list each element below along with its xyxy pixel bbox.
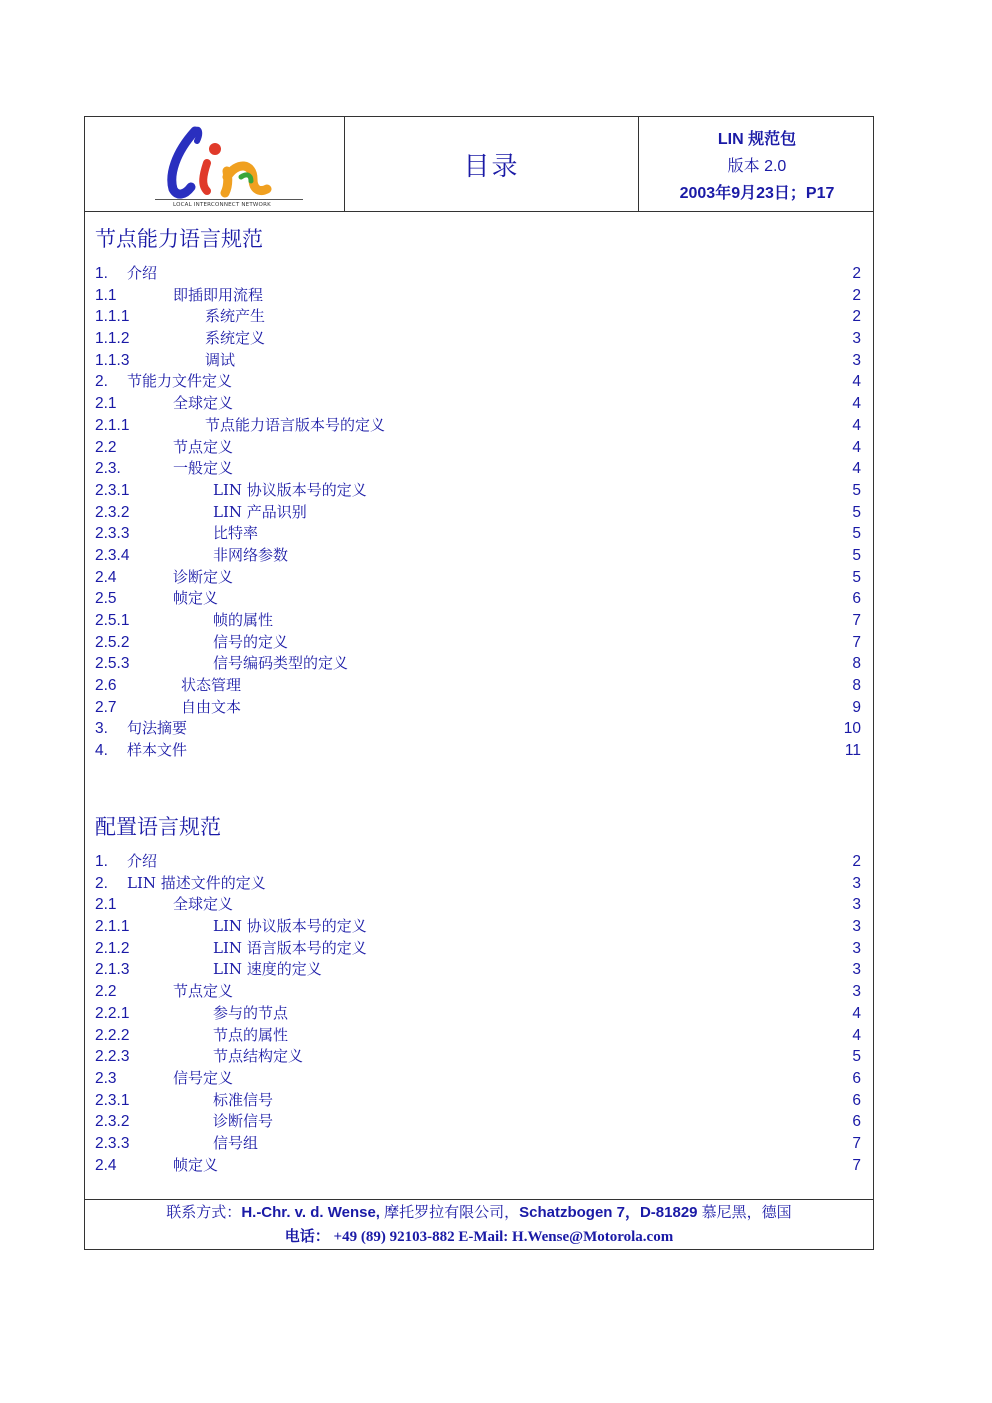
toc-entry[interactable] [95, 916, 861, 938]
toc-entry-page: 3 [852, 961, 861, 979]
toc-entry-label: 帧定义 [173, 589, 219, 608]
toc-entry-page: 3 [852, 351, 861, 369]
toc-entry-label: 信号组 [213, 1133, 259, 1152]
toc-entry-page: 4 [852, 460, 861, 478]
toc-entry-page: 8 [852, 655, 861, 673]
document-frame [84, 116, 874, 1250]
toc-entry-number: 2. [95, 373, 108, 391]
toc-entry[interactable] [95, 1111, 861, 1133]
toc-entry-page: 2 [852, 853, 861, 870]
toc-entry-label: LIN 速度的定义 [213, 960, 322, 979]
toc-entry[interactable] [95, 458, 861, 480]
toc-entry[interactable] [95, 306, 861, 328]
section-title-node-capability: 节点能力语言规范 [95, 227, 263, 251]
toc-entry-label: 信号编码类型的定义 [213, 654, 349, 673]
toc-entry-label: LIN 产品识别 [213, 502, 307, 521]
toc-entry-page: 7 [852, 612, 861, 629]
toc-entry-page: 5 [852, 568, 861, 586]
toc-entry-label: 节点结构定义 [213, 1047, 304, 1066]
toc-entry-page: 6 [852, 1069, 861, 1087]
toc-entry-page: 6 [852, 1113, 861, 1131]
toc-entry-label: 介绍 [127, 264, 158, 282]
toc-entry-page: 4 [852, 1026, 861, 1044]
toc-entry-number: 2.1.3 [95, 961, 130, 979]
toc-entry-label: 即插即用流程 [173, 285, 264, 304]
toc-entry[interactable] [95, 588, 861, 610]
toc-entry[interactable] [95, 610, 861, 632]
toc-entry-label: 帧的属性 [213, 611, 274, 629]
toc-entry-label: LIN 语言版本号的定义 [213, 938, 367, 957]
toc-entry-number: 2.3.1 [95, 1091, 130, 1109]
toc-entry-number: 2.4 [95, 568, 117, 586]
toc-entry[interactable] [95, 545, 861, 567]
toc-entry-label: 参与的节点 [213, 1003, 289, 1022]
toc-entry-page: 5 [852, 1048, 861, 1066]
toc-entry-label: 节能力文件定义 [127, 372, 233, 391]
toc-entry-number: 1.1.2 [95, 330, 130, 348]
toc-entry[interactable] [95, 894, 861, 916]
toc-entry[interactable] [95, 1133, 861, 1155]
toc-entry-number: 2.5.2 [95, 633, 130, 651]
toc-entry[interactable] [95, 697, 861, 719]
toc-entry-number: 2.3.4 [95, 546, 130, 564]
toc-entry[interactable] [95, 1090, 861, 1112]
toc-entry-number: 2.7 [95, 698, 117, 716]
toc-entry[interactable] [95, 263, 861, 285]
toc-entry-label: 诊断信号 [213, 1112, 274, 1131]
toc-entry-number: 2.3.2 [95, 503, 130, 521]
toc-entry-number: 2.3. [95, 460, 121, 478]
toc-entry[interactable] [95, 393, 861, 415]
toc-entry-page: 7 [852, 1134, 861, 1152]
toc-entry-label: LIN 描述文件的定义 [127, 873, 266, 892]
toc-entry[interactable] [95, 523, 861, 545]
toc-entry-page: 4 [852, 1004, 861, 1022]
toc-entry-label: 句法摘要 [127, 719, 188, 738]
toc-entry-label: 状态管理 [181, 676, 242, 695]
toc-entry[interactable] [95, 415, 861, 437]
toc-entry[interactable] [95, 480, 861, 502]
toc-entry-number: 1. [95, 853, 108, 870]
toc-entry-page: 4 [852, 395, 861, 413]
toc-entry-number: 2.4 [95, 1156, 117, 1174]
toc-entry[interactable] [95, 350, 861, 372]
toc-entry[interactable] [95, 851, 861, 873]
toc-entry[interactable] [95, 959, 861, 981]
toc-entry-number: 1.1.3 [95, 351, 130, 369]
toc-entry[interactable] [95, 1155, 861, 1177]
contact-footer [85, 1199, 873, 1249]
toc-entry-label: 一般定义 [173, 459, 234, 478]
phone-email-line: 电话： +49 (89) 92103-882 E-Mail: H.Wense@Motorola.com [284, 1228, 674, 1245]
toc-entry-page: 6 [852, 590, 861, 608]
toc-entry-page: 10 [843, 720, 861, 738]
contact-address: Schatzbogen 7，D-81829 [519, 1203, 698, 1221]
toc-entry[interactable] [95, 1025, 861, 1047]
contact-name: H.-Chr. v. d. Wense, [241, 1203, 380, 1221]
toc-entry-number: 1.1 [95, 286, 117, 304]
toc-entry-number: 2.5 [95, 590, 117, 608]
toc-entry-label: 节点能力语言版本号的定义 [205, 415, 386, 434]
contact-city: 慕尼黑，德国 [697, 1203, 792, 1221]
logo-cell [85, 117, 345, 211]
toc-entry-number: 2.3.2 [95, 1113, 130, 1131]
toc-entry[interactable] [95, 285, 861, 307]
toc-entry-label: 样本文件 [127, 741, 188, 760]
toc-entry-label: 帧定义 [173, 1155, 219, 1174]
toc-entry-label: 节点定义 [173, 982, 234, 1001]
toc-entry-label: 信号定义 [173, 1068, 234, 1087]
toc-entry-page: 5 [852, 503, 861, 521]
toc-entry-page: 2 [852, 286, 861, 304]
toc-entry-label: 系统定义 [205, 329, 266, 348]
toc-entry-page: 6 [852, 1091, 861, 1109]
toc-entry-label: LIN 协议版本号的定义 [213, 480, 367, 499]
toc-entry[interactable] [95, 1003, 861, 1025]
toc-entry-number: 2.1.1 [95, 918, 130, 936]
toc-entry[interactable] [95, 502, 861, 524]
toc-entry[interactable] [95, 1068, 861, 1090]
toc-entry-number: 1.1.1 [95, 308, 130, 326]
toc-entry-label: 节点定义 [173, 437, 234, 456]
document-info [639, 117, 875, 211]
toc-entry[interactable] [95, 938, 861, 960]
header-table [85, 117, 873, 212]
section-title-config-language: 配置语言规范 [95, 815, 221, 839]
toc-entry[interactable] [95, 1046, 861, 1068]
toc-entry-number: 2.2 [95, 983, 117, 1001]
toc-entry-label: 节点的属性 [213, 1025, 289, 1044]
logo-underline [155, 199, 303, 200]
toc-entry-page: 3 [852, 918, 861, 936]
toc-entry-page: 3 [852, 330, 861, 348]
toc-entry-label: 全球定义 [173, 394, 234, 413]
toc-entry-number: 2.3.3 [95, 525, 130, 543]
toc-entry-number: 2.1 [95, 896, 117, 914]
toc-entry-page: 5 [852, 546, 861, 564]
toc-entry-number: 2. [95, 874, 108, 892]
toc-entry-number: 2.5.3 [95, 655, 130, 673]
toc-entry-page: 9 [852, 698, 861, 716]
toc-entry-label: LIN 协议版本号的定义 [213, 917, 367, 936]
toc-entry[interactable] [95, 371, 861, 393]
toc-entry-number: 2.3 [95, 1069, 117, 1087]
toc-entry-number: 2.3.3 [95, 1134, 130, 1152]
toc-entry-page: 8 [852, 677, 861, 695]
lin-logo [155, 123, 305, 201]
toc-entry-number: 2.2.2 [95, 1026, 130, 1044]
toc-entry-label: 调试 [205, 350, 236, 369]
toc-entry-page: 3 [852, 874, 861, 892]
toc-node-capability [95, 263, 861, 762]
toc-entry-page: 3 [852, 939, 861, 957]
toc-entry-page: 7 [852, 633, 861, 651]
toc-entry[interactable] [95, 981, 861, 1003]
toc-entry-number: 2.1.2 [95, 939, 130, 957]
toc-entry-page: 5 [852, 481, 861, 499]
toc-entry-label: 介绍 [127, 852, 158, 870]
toc-entry[interactable] [95, 567, 861, 589]
toc-entry-label: 比特率 [213, 524, 259, 543]
toc-entry[interactable] [95, 328, 861, 350]
toc-entry-label: 系统产生 [205, 307, 266, 326]
toc-entry-number: 2.1 [95, 395, 117, 413]
toc-entry-page: 4 [852, 416, 861, 434]
toc-entry-page: 4 [852, 438, 861, 456]
toc-entry-page: 5 [852, 525, 861, 543]
toc-entry-label: 全球定义 [173, 895, 234, 914]
toc-entry[interactable] [95, 675, 861, 697]
toc-entry-label: 信号的定义 [213, 632, 289, 651]
spec-name: LIN 规范包 [717, 130, 797, 148]
toc-entry[interactable] [95, 873, 861, 895]
toc-entry-page: 11 [844, 742, 861, 760]
toc-entry-number: 2.6 [95, 677, 117, 695]
contact-company: 摩托罗拉有限公司， [379, 1203, 520, 1221]
toc-entry[interactable] [95, 437, 861, 459]
toc-entry-page: 2 [852, 265, 861, 282]
toc-entry[interactable] [95, 653, 861, 675]
toc-entry[interactable] [95, 632, 861, 654]
toc-entry-page: 2 [852, 308, 861, 326]
page-title: 目录 [345, 117, 639, 211]
toc-entry-number: 2.2 [95, 438, 117, 456]
toc-entry-number: 2.1.1 [95, 416, 130, 434]
toc-entry-page: 7 [852, 1156, 861, 1174]
toc-entry-label: 非网络参数 [213, 545, 289, 564]
toc-config-language [95, 851, 861, 1176]
toc-entry-number: 2.2.1 [95, 1004, 130, 1022]
toc-entry-number: 3. [95, 720, 108, 738]
toc-entry-label: 自由文本 [181, 697, 242, 716]
logo-caption: LOCAL INTERCONNECT NETWORK [173, 202, 271, 208]
toc-entry-number: 4. [95, 742, 108, 760]
toc-entry-number: 2.2.3 [95, 1048, 130, 1066]
toc-entry-page: 3 [852, 983, 861, 1001]
toc-entry[interactable] [95, 740, 861, 762]
toc-entry-page: 4 [852, 373, 861, 391]
toc-entry[interactable] [95, 718, 861, 740]
toc-entry-page: 3 [852, 896, 861, 914]
date-page: 2003年9月23日；P17 [679, 184, 835, 202]
toc-entry-number: 2.5.1 [95, 612, 130, 629]
toc-entry-label: 标准信号 [213, 1090, 274, 1109]
toc-entry-label: 诊断定义 [173, 567, 234, 586]
spec-version: 版本 2.0 [727, 157, 787, 175]
contact-line [166, 1201, 791, 1225]
toc-entry-number: 2.3.1 [95, 481, 130, 499]
contact-prefix: 联系方式： [166, 1203, 242, 1221]
toc-entry-number: 1. [95, 265, 108, 282]
